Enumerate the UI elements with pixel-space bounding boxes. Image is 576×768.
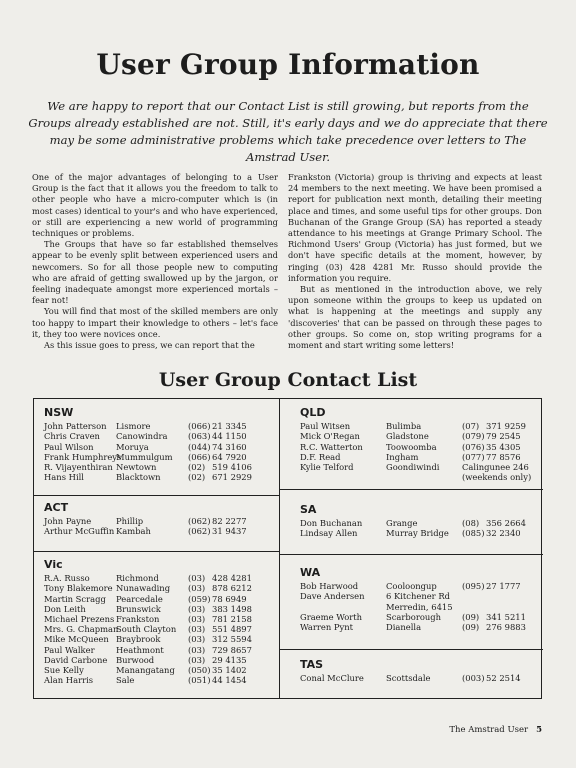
contact-town: Mummulgum (116, 451, 173, 462)
contact-area-code: (03) (188, 603, 206, 614)
article-left-column (32, 172, 278, 351)
contact-row (300, 622, 540, 632)
contact-phone: 32 2340 (486, 528, 521, 539)
contact-town: Cooloongup (386, 581, 437, 592)
contact-phone: 35 4305 (486, 441, 521, 452)
contact-town: Burwood (116, 654, 155, 665)
contact-phone: 44 1150 (212, 431, 247, 442)
contact-town: Moruya (116, 441, 149, 452)
group-heading: Vic (44, 558, 63, 571)
contact-town: Merredin, 6415 (386, 601, 453, 612)
contact-name: Warren Pynt (300, 621, 354, 632)
contact-area-code: (03) (188, 583, 206, 594)
contact-phone: 44 1454 (212, 675, 247, 686)
contact-area-code: (066) (188, 421, 211, 432)
contact-row (44, 472, 274, 482)
contact-town: Pearcedale (116, 593, 163, 604)
contact-list-box (33, 398, 542, 699)
contact-name: Chris Craven (44, 431, 100, 442)
contact-row (44, 583, 274, 593)
contact-town: South Clayton (116, 624, 177, 635)
intro-paragraph: We are happy to report that our Contact List is still growing, but reports from the Groups already established are not. Still, it's early days and we do appreciate that there may be some administrative problems which take precedence over letters to The Amstrad User. (28, 99, 548, 164)
article-right-column (288, 172, 542, 351)
contact-name: Paul Walker (44, 644, 95, 655)
contact-town: Richmond (116, 573, 159, 584)
contact-name: David Carbone (44, 654, 108, 665)
article-paragraph: As this issue goes to press, we can report that the (44, 340, 255, 351)
contact-town: Heathmont (116, 644, 164, 655)
contact-row (44, 421, 274, 431)
contact-phone: (weekends only) (462, 472, 532, 483)
contact-phone: 31 9437 (212, 526, 247, 537)
contact-name: D.F. Read (300, 451, 341, 462)
column-divider (279, 399, 280, 698)
contact-name: Lindsay Allen (300, 528, 358, 539)
contact-name: Sue Kelly (44, 664, 84, 675)
contact-area-code: (02) (188, 472, 206, 483)
contact-phone: 371 9259 (486, 421, 526, 432)
contact-row (44, 604, 274, 614)
group-wa (300, 568, 540, 632)
contact-row (300, 528, 540, 538)
page-number: 5 (536, 725, 542, 735)
contact-town: Murray Bridge (386, 528, 449, 539)
contact-row (44, 526, 274, 536)
contact-phone: 27 1777 (486, 581, 521, 592)
contact-phone: 878 6212 (212, 583, 252, 594)
contact-phone: 276 9883 (486, 621, 526, 632)
contact-area-code: (09) (462, 611, 480, 622)
contact-row (44, 655, 274, 665)
contact-name: R.A. Russo (44, 573, 90, 584)
contact-name: Paul Witsen (300, 421, 351, 432)
contact-phone: 729 8657 (212, 644, 252, 655)
page-footer (449, 725, 542, 735)
contact-row (44, 573, 274, 583)
contact-area-code: (03) (188, 573, 206, 584)
contact-town: Kambah (116, 526, 151, 537)
contact-row (300, 612, 540, 622)
contact-area-code: (09) (462, 621, 480, 632)
contact-row (300, 581, 540, 591)
contact-row (300, 442, 540, 452)
contact-town: Phillip (116, 516, 144, 527)
group-heading: QLD (300, 406, 326, 419)
contact-phone: Calingunee 246 (462, 461, 529, 472)
contact-phone: 428 4281 (212, 573, 252, 584)
contact-name: Arthur McGuffin (44, 526, 115, 537)
contact-phone: 21 3345 (212, 421, 247, 432)
contact-name: Mick O'Regan (300, 431, 360, 442)
section-divider (279, 489, 543, 490)
contact-phone: 383 1498 (212, 603, 252, 614)
contact-town: Frankston (116, 613, 160, 624)
contact-row (44, 675, 274, 685)
contact-row (44, 614, 274, 624)
contact-row (300, 518, 540, 528)
contact-town: Braybrook (116, 634, 161, 645)
contact-phone: 74 3160 (212, 441, 247, 452)
group-act (44, 503, 274, 537)
contact-phone: 356 2664 (486, 518, 526, 529)
contact-phone: 781 2158 (212, 613, 252, 624)
contact-phone: 312 5594 (212, 634, 252, 645)
article-paragraph: One of the major advantages of belonging to a User Group is the fact that it allows you the freedom to talk to other people who have a micro-computer which is (in most cases) identical to your's and who have experienced, or still are experiencing a new world of programming techniques or problems. (32, 172, 278, 239)
contact-row (44, 665, 274, 675)
contact-area-code: (003) (462, 673, 485, 684)
contact-area-code: (02) (188, 461, 206, 472)
contact-area-code: (076) (462, 441, 485, 452)
contact-phone: 671 2929 (212, 472, 252, 483)
contact-area-code: (03) (188, 644, 206, 655)
contact-row (300, 452, 540, 462)
contact-phone: 77 8576 (486, 451, 521, 462)
contact-row (44, 442, 274, 452)
contact-row (300, 673, 540, 683)
section-divider (279, 649, 543, 650)
group-tas (300, 660, 540, 683)
contact-town: Blacktown (116, 472, 161, 483)
contact-town: Ingham (386, 451, 419, 462)
contact-phone: 35 1402 (212, 664, 247, 675)
contact-area-code: (051) (188, 675, 211, 686)
contact-name: Tony Blakemore (44, 583, 113, 594)
contact-town: Scarborough (386, 611, 442, 622)
contact-row (300, 431, 540, 441)
contact-row (300, 591, 540, 601)
contact-name: Kylie Telford (300, 461, 354, 472)
contact-phone: 519 4106 (212, 461, 252, 472)
contact-area-code: (077) (462, 451, 485, 462)
contact-area-code: (059) (188, 593, 211, 604)
contact-phone: 551 4897 (212, 624, 252, 635)
publication-name: The Amstrad User (449, 725, 529, 735)
contact-name: Don Buchanan (300, 518, 363, 529)
contact-name: Paul Wilson (44, 441, 94, 452)
contact-row (44, 634, 274, 644)
contact-name: Mike McQueen (44, 634, 109, 645)
contact-town: 6 Kitchener Rd (386, 591, 451, 602)
contact-name: Conal McClure (300, 673, 364, 684)
contact-town: Gladstone (386, 431, 429, 442)
group-heading: WA (300, 566, 321, 579)
contact-town: Canowindra (116, 431, 168, 442)
article-paragraph: But as mentioned in the introduction above, we rely upon someone within the groups to keep us updated on what is happening at the meetings and supply any 'discoveries' that can be passed on through these pages to other groups. So come on, stop writing programs for a moment and start writing some letters! (288, 284, 542, 351)
contact-town: Manangatang (116, 664, 175, 675)
contact-area-code: (08) (462, 518, 480, 529)
contact-name: R. Vijayenthiran (44, 461, 113, 472)
contact-town: Brunswick (116, 603, 161, 614)
contact-area-code: (07) (462, 421, 480, 432)
contact-name: John Payne (44, 516, 92, 527)
contact-row (44, 452, 274, 462)
group-heading: SA (300, 503, 317, 516)
contact-name: Bob Harwood (300, 581, 359, 592)
contact-name: John Patterson (44, 421, 107, 432)
contact-row (44, 594, 274, 604)
section-divider (279, 554, 543, 555)
contact-area-code: (062) (188, 516, 211, 527)
contact-name: Frank Humphreys (44, 451, 122, 462)
contact-row (44, 431, 274, 441)
group-qld (300, 408, 540, 482)
contact-name: Martin Scragg (44, 593, 106, 604)
article-paragraph: You will find that most of the skilled members are only too happy to impart their knowledge to others – let's face it, they too were novices once. (32, 306, 278, 339)
group-vic (44, 560, 274, 685)
group-heading: NSW (44, 406, 74, 419)
contact-row (44, 462, 274, 472)
contact-row (44, 624, 274, 634)
contact-row (300, 602, 540, 612)
contact-name: Mrs. G. Chapman (44, 624, 119, 635)
contact-list-title: User Group Contact List (158, 369, 418, 391)
contact-name: Graeme Worth (300, 611, 363, 622)
contact-town: Newtown (116, 461, 157, 472)
contact-town: Grange (386, 518, 418, 529)
contact-area-code: (085) (462, 528, 485, 539)
contact-phone: 78 6949 (212, 593, 247, 604)
page-title: User Group Information (96, 48, 480, 81)
contact-phone: 64 7920 (212, 451, 247, 462)
contact-area-code: (03) (188, 634, 206, 645)
contact-town: Sale (116, 675, 135, 686)
contact-area-code: (050) (188, 664, 211, 675)
contact-area-code: (079) (462, 431, 485, 442)
contact-name: R.C. Watterton (300, 441, 363, 452)
contact-area-code: (03) (188, 613, 206, 624)
contact-area-code: (062) (188, 526, 211, 537)
contact-town: Goondiwindi (386, 461, 440, 472)
contact-name: Hans Hill (44, 472, 84, 483)
contact-row (44, 516, 274, 526)
contact-phone: 79 2545 (486, 431, 521, 442)
contact-area-code: (066) (188, 451, 211, 462)
contact-phone: 29 4135 (212, 654, 247, 665)
contact-area-code: (044) (188, 441, 211, 452)
group-sa (300, 505, 540, 539)
group-heading: TAS (300, 658, 324, 671)
article-paragraph: The Groups that have so far established themselves appear to be evenly split between experienced users and newcomers. So for all those people new to computing who are afraid of getting swallowed up by the jargon, or feeling inadequate amongst more experienced mortals – fear not! (32, 239, 278, 306)
contact-town: Dianella (386, 621, 422, 632)
contact-row (300, 421, 540, 431)
section-divider (34, 551, 279, 552)
contact-town: Nunawading (116, 583, 171, 594)
contact-name: Alan Harris (44, 675, 94, 686)
contact-town: Toowoomba (386, 441, 437, 452)
contact-row (300, 472, 540, 482)
article-paragraph: Frankston (Victoria) group is thriving and expects at least 24 members to the next meeting. We have been promised a report for publication next month, detailing their meeting place and times, and some useful tips for other groups. Don Buchanan of the Grange Group (SA) has reported a steady attendance to his meetings at Grange Primary School. The Richmond Users' Group (Victoria) has just formed, but we don't have specific details at the moment, however, by ringing (03) 428 4281 Mr. Russo should provide the information you require. (288, 172, 542, 283)
section-divider (34, 495, 279, 496)
contact-phone: 341 5211 (486, 611, 526, 622)
contact-area-code: (03) (188, 624, 206, 635)
group-heading: ACT (44, 501, 69, 514)
contact-area-code: (095) (462, 581, 485, 592)
contact-town: Bulimba (386, 421, 422, 432)
contact-name: Michael Prezens (44, 613, 115, 624)
contact-row (44, 645, 274, 655)
group-nsw (44, 408, 274, 482)
contact-name: Dave Andersen (300, 591, 365, 602)
contact-phone: 82 2277 (212, 516, 247, 527)
contact-row (300, 462, 540, 472)
contact-phone: 52 2514 (486, 673, 521, 684)
contact-town: Scottsdale (386, 673, 431, 684)
contact-town: Lismore (116, 421, 151, 432)
contact-area-code: (063) (188, 431, 211, 442)
contact-area-code: (03) (188, 654, 206, 665)
contact-name: Don Leith (44, 603, 86, 614)
